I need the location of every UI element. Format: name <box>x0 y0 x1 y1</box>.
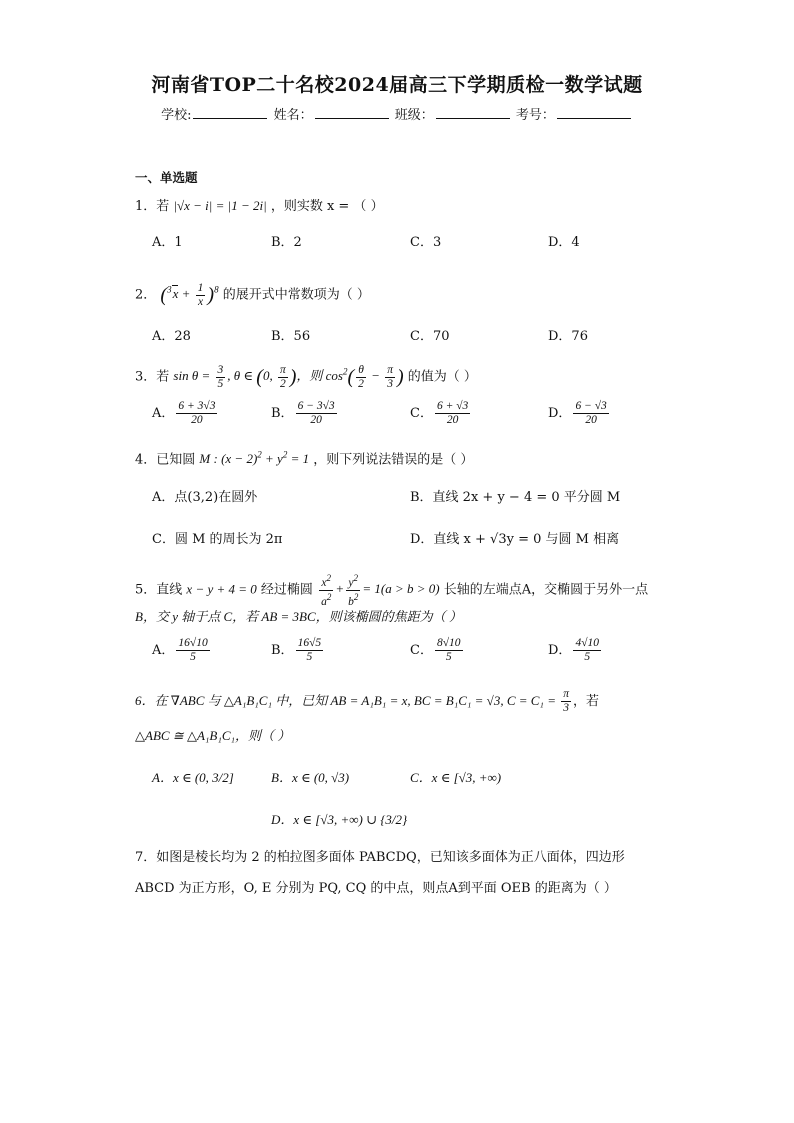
question-6-line-1: 6．在 ∇ABC 与 △A₁B₁C₁ 中，已知 AB = A₁B₁ = x, BC = B₁C₁ = √3, C = C₁ = $\frac{\pi}{3}$ ，若 <box>135 688 600 714</box>
q5-line-equation: x − y + 4 = 0 <box>186 581 257 597</box>
q2-option-a[interactable]: A．28 <box>152 329 191 344</box>
q4-option-c[interactable]: C．圆 M 的周长为 2π <box>152 532 283 547</box>
q1-option-a[interactable]: A．1 <box>152 235 183 250</box>
q1-option-d[interactable]: D．4 <box>548 235 580 250</box>
q2-option-d[interactable]: D．76 <box>548 329 588 344</box>
q5-option-a[interactable]: A． $\frac{16√10}{5}$ <box>152 637 208 663</box>
q1-suffix: ，则实数 x = （ ） <box>270 199 384 214</box>
q6-option-a[interactable]: A．x ∈ (0, 3/2] <box>152 770 234 785</box>
q3-option-c[interactable]: C． $\frac{6 + √3}{20}$ <box>410 400 469 426</box>
number-blank[interactable] <box>557 106 631 119</box>
q1-option-b[interactable]: B．2 <box>271 235 302 250</box>
school-blank[interactable] <box>193 106 267 119</box>
q2-binomial: ($^3$x + $\frac{1}{x}$ )$^8$ <box>160 282 219 308</box>
q4-suffix: ，则下列说法错误的是（ ） <box>313 452 474 468</box>
q1-prefix: 1．若 <box>135 199 170 214</box>
q3-option-d[interactable]: D． $\frac{6 - √3}{20}$ <box>548 400 607 426</box>
question-4 <box>135 447 473 468</box>
question-7-line-2: ABCD 为正方形，O, E 分别为 PQ, CQ 的中点，则点A到平面 OEB 的距离为（ ） <box>135 881 617 896</box>
q1-option-c[interactable]: C．3 <box>410 235 442 250</box>
section-heading: 一、单选题 <box>135 170 198 185</box>
q3-condition: sin θ = $\frac{3}{5}$ , θ ∈ (0, $\frac{\pi}{2}$ )，则 $\cos^2$( $\frac{\theta}{2}$ − $\frac{\pi}{3}$ ) <box>173 364 404 390</box>
student-info-row <box>0 104 794 123</box>
question-7-line-1: 7．如图是棱长均为 2 的柏拉图多面体 PABCDQ，已知该多面体为正八面体，四边形 <box>135 850 625 865</box>
class-blank[interactable] <box>436 106 510 119</box>
question-5-line-1: 5．直线 x − y + 4 = 0 经过椭圆 $\frac{x^2}{a^2}$ + $\frac{y^2}{b^2}$ = 1(a > b > 0) 长轴的左端点A，交椭圆于另外一点 <box>135 573 649 608</box>
q4-circle-equation: M : $(x - 2)^2 + y^2 = 1$ <box>199 450 310 467</box>
q3-suffix: 的值为（ ） <box>407 369 477 385</box>
q5-option-c[interactable]: C． $\frac{8√10}{5}$ <box>410 637 461 663</box>
q5-option-d[interactable]: D． $\frac{4√10}{5}$ <box>548 637 599 663</box>
q1-expression: |√x − i| = |1 − 2i| <box>173 198 267 213</box>
q4-prefix: 4．已知圆 <box>135 452 196 468</box>
q3-option-b[interactable]: B． $\frac{6 - 3√3}{20}$ <box>271 400 335 426</box>
q4-option-a[interactable]: A．点(3,2)在圆外 <box>152 490 258 505</box>
q2-suffix: 的展开式中常数项为（ ） <box>222 287 370 303</box>
q6-option-d[interactable]: D．x ∈ [√3, +∞) ∪ {3/2} <box>271 812 408 827</box>
q2-option-b[interactable]: B．56 <box>271 329 311 344</box>
question-2 <box>135 282 370 309</box>
q5-ellipse-equation: $\frac{x^2}{a^2}$ + $\frac{y^2}{b^2}$ = 1(a > b > 0) <box>321 573 440 608</box>
q3-option-a[interactable]: A． $\frac{6 + 3√3}{20}$ <box>152 400 216 426</box>
q3-prefix: 3．若 <box>135 369 170 385</box>
name-label: 姓名： <box>273 108 313 123</box>
question-5-line-2: B，交 y 轴于点 C，若 AB = 3BC，则该椭圆的焦距为（ ） <box>135 609 462 624</box>
school-label: 学校: <box>161 108 192 123</box>
q5-option-b[interactable]: B． $\frac{16√5}{5}$ <box>271 637 322 663</box>
number-label: 考号： <box>515 108 555 123</box>
q2-prefix: 2． <box>135 287 157 303</box>
q6-option-c[interactable]: C．x ∈ [√3, +∞) <box>410 770 502 785</box>
question-1 <box>135 198 384 215</box>
exam-title: 河南省TOP二十名校2024届高三下学期质检一数学试题 <box>151 74 643 96</box>
q4-option-b[interactable]: B．直线 2x + y − 4 = 0 平分圆 M <box>410 490 621 505</box>
q2-option-c[interactable]: C．70 <box>410 329 450 344</box>
q4-option-d[interactable]: D．直线 x + √3y = 0 与圆 M 相离 <box>410 532 620 547</box>
q6-option-b[interactable]: B．x ∈ (0, √3) <box>271 770 350 785</box>
question-3 <box>135 364 477 391</box>
name-blank[interactable] <box>315 106 389 119</box>
class-label: 班级： <box>394 108 434 123</box>
question-6-line-2: △ABC ≅ △A₁B₁C₁，则（ ） <box>135 728 291 743</box>
